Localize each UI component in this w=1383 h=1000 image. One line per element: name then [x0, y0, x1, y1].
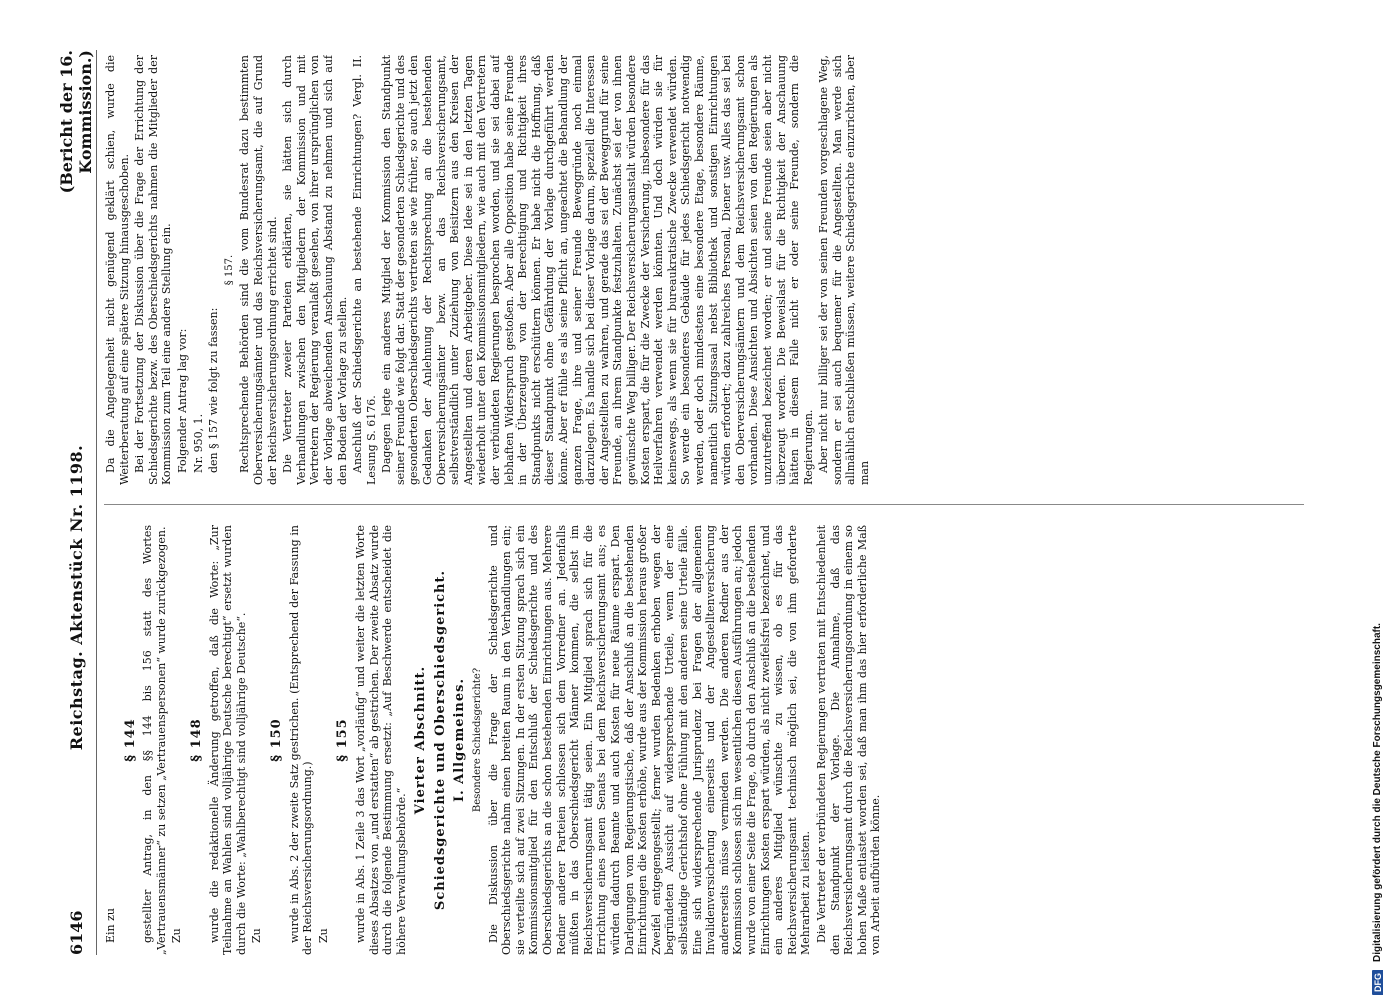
- paragraph: Rechtsprechende Behörden sind die vom Bundesrat dazu bestimmten Oberversicherungsämter und das Reichsversicherungsamt, die auf Grund der Reichsversicherungsordnung errichtet sind.: [238, 55, 279, 485]
- section-heading: Vierter Abschnitt.: [413, 665, 429, 815]
- paragraph: gestellter Antrag, in den §§ 144 bis 156 statt des Wortes „Vertrauensmänner“ zu setzen „Vertrauenspersonen“ wurde zurückgezogen.: [141, 525, 168, 955]
- paragraph: Die Vertreter der verbündeten Regierungen vertraten mit Entschiedenheit den Standpunkt der Vorlage. Die Annahme, daß das Reichsversicherungsamt durch die Reichsversicherungsordnung in einem so hohen Maße entlastet worden sei, daß man ihm das hier erforderliche Maß von Arbeit aufbürden könne.: [814, 525, 883, 955]
- right-column: [104, 55, 1304, 485]
- paragraph: Zu: [170, 928, 184, 943]
- page-header: [56, 50, 97, 955]
- paragraph: Die Vertreter zweier Parteien erklärten, sie hätten sich durch Verhandlungen zwischen den Mitgliedern der Kommission und mit Vertretern der Regierung veranlaßt gesehen, von ihrer ursprünglichen von der Vorlage abweichenden Anschauung Abstand zu nehmen und sich auf den Boden der Vorlage zu stellen.: [281, 55, 349, 485]
- section-heading: § 144: [122, 718, 138, 762]
- section-heading: § 150: [268, 718, 284, 762]
- paragraph: Dagegen legte ein anderes Mitglied der Kommission den Standpunkt seiner Freunde wie folgt dar. Statt der gesonderten Schiedsgerichte und des gesonderten Oberschiedsgerichts vertreten sie wie früher, so auch jetzt den Gedanken der Anlehnung der Rechtsprechung an die bestehenden Oberversicherungsämter bezw. an das Reichsversicherungsamt, selbstverständlich unter Zuziehung von Beisitzern aus den Kreisen der Angestellten und deren Arbeitgeber. Diese Idee sei in den letzten Tagen wiederholt unter den Kommissionsmitgliedern, wie auch mit den Vertretern der verbündeten Regierungen besprochen worden, und sie sei dabei auf lebhaften Widerspruch gestoßen. Aber alle Opposition habe seine Freunde in der Überzeugung von der Berechtigung und Richtigkeit ihres Standpunkts nicht erschüttern können. Er habe nicht die Hoffnung, daß dieser Standpunkt ohne Gefährdung der Vorlage durchgeführt werden könne. Aber er fühle es als seine Pflicht an, ungeachtet die Behandlung der ganzen Frage, ihre und seiner Freunde Beweggründe noch einmal darzulegen. Es handle sich bei dieser Vorlage darum, speziell die Interessen der Angestellten zu wahren, und gerade das sei der Beweggrund für seine Freunde, an ihrem Standpunkte festzuhalten. Zunächst sei der von ihnen gewünschte Weg billiger. Der Reichsversicherungsanstalt würden besondere Kosten erspart, die für die Zwecke der Versicherung, insbesondere für das Heilverfahren verwendet werden könnten. Und doch würden sie für keineswegs, als wenn sie für bureaukratische Zwecke verwendet würden. So werde ein besonderes Gebäude für jedes Schiedsgericht notwendig werden, oder doch mindestens eine besondere Etage, besondere Räume, namentlich Sitzungssaal nebst Bibliothek und sonstigen Einrichtungen würden erfordert; dazu zahlreiches Personal, Diener usw. Alles das sei bei den Oberversicherungsämtern und dem Reichsversicherungsamt schon vorhanden. Diese Ansichten und Absichten seien von den Regierungen als unzutreffend bezeichnet worden; er und seine Freunde seien aber nicht überzeugt worden. Die Beweislast für die Richtigkeit der Anschauung hätten in diesem Falle nicht er oder seine Freunde, sondern die Regierungen.: [380, 55, 815, 485]
- document-page: [56, 50, 1316, 955]
- paragraph: Zu: [250, 928, 264, 943]
- paragraph: Zu: [316, 928, 330, 943]
- page-title: Reichstag. Aktenstück Nr. 1198.: [66, 444, 86, 751]
- section-heading: § 148: [188, 718, 204, 762]
- paragraph: wurde die redaktionelle Änderung getroffen, daß die Worte: „Zur Teilnahme an Wahlen sind volljährige Deutsche berechtigt“ ersetzt wurden durch die Worte: „Wahlberechtigt sind volljährige Deutsche“.: [207, 525, 248, 955]
- dfg-logo: DFG: [1372, 970, 1383, 995]
- paragraph: Da die Angelegenheit nicht genügend geklärt schien, wurde die Weiterberatung auf eine spätere Sitzung hinausgeschoben.: [104, 55, 131, 485]
- paragraph: Aber nicht nur billiger sei der von seinen Freunden vorgeschlagene Weg, sondern er sei auch bequemer für die Angestellten. Man werde sich allmählich entschließen müssen, weitere Schiedsgerichte einzurichten, aber man: [817, 55, 872, 485]
- paragraph: Die Diskussion über die Frage der Schiedsgerichte und Oberschiedsgerichte nahm einen breiten Raum in den Verhandlungen ein; sie verteilte sich auf zwei Sitzungen. In der ersten Sitzung sprach sich ein Kommissionsmitglied für den Entschluß der Schiedsgerichte und des Oberschiedsgerichts an die schon bestehenden Einrichtungen aus. Mehrere Redner anderer Parteien schlossen sich dem Vorredner an. Jedenfalls müßten in das Oberschiedsgericht Männer kommen, die selbst im Reichsversicherungsamt tätig seien. Ein Mitglied sprach sich für die Errichtung eines neuen Senats bei dem Reichsversicherungsamt aus; es würden dadurch Beamte und auch Kosten für neue Räume erspart. Den Darlegungen vom Regierungstische, daß der Anschluß an die bestehenden Einrichtungen die Kosten erhöhe, wurde aus der Kommission heraus großer Zweifel entgegengestellt; ferner wurden Bedenken erhoben wegen der begründeten Aussicht auf widersprechende Urteile, wenn der eine selbständige Gerichtshof ohne Fühlung mit den anderen seine Urteile fälle. Eine sich widersprechende Jurisprudenz bei Fragen der allgemeinen Invalidenversicherung einerseits und der Angestelltenversicherung andererseits müsse vermieden werden. Die anderen Redner aus der Kommission schlossen sich im wesentlichen diesen Ausführungen an; jedoch wurde von einer Seite die Frage, ob durch den Anschluß an die bestehenden Einrichtungen Kosten erspart würden, als nicht zweifelsfrei bezeichnet, und ein anderes Mitglied wünschte zu wissen, ob es für das Reichsversicherungsamt technisch möglich sei, die von ihm geforderte Mehrarbeit zu leisten.: [486, 525, 813, 955]
- paragraph: Nr. 950, 1.: [191, 413, 205, 473]
- credit-text: Digitalisierung gefördert durch die Deutsche Forschungsgemeinschaft.: [1372, 623, 1383, 962]
- left-column: [104, 525, 1304, 955]
- paragraph: Folgender Antrag lag vor:: [175, 328, 189, 473]
- digitization-credit: [1371, 5, 1383, 995]
- column-divider: [104, 504, 1304, 505]
- page-number: 6146: [66, 910, 86, 955]
- paragraph: wurde in Abs. 1 Zeile 3 das Wort „vorläufig“ und weiter die letzten Worte dieses Absatzes von „und erstatten“ ab gestrichen. Der zweite Absatz wurde durch die folgende Bestimmung ersetzt: „Auf Beschwerde entscheidet die höhere Verwaltungsbehörde.“: [353, 525, 408, 955]
- paragraph: den § 157 wie folgt zu fassen:: [207, 307, 221, 473]
- paragraph: Bei der Fortsetzung der Diskussion über die Frage der Errichtung der Schiedsgerichte bezw. des Oberschiedsgerichts nahmen die Mitglieder der Kommission zum Teil eine andere Stellung ein.: [133, 55, 174, 485]
- section-heading: I. Allgemeines.: [452, 678, 468, 802]
- subheading: § 157.: [223, 254, 235, 286]
- section-heading: § 155: [335, 718, 351, 762]
- subheading: Besondere Schiedsgerichte?: [472, 667, 484, 813]
- paragraph: wurde in Abs. 2 der zweite Satz gestrichen. (Entsprechend der Fassung in der Reichsversicherungsordnung.): [287, 525, 315, 955]
- page-subtitle: (Bericht der 16. Kommission.): [57, 50, 95, 194]
- paragraph: Anschluß der Schiedsgerichte an bestehende Einrichtungen? Vergl. II. Lesung S. 6176.: [351, 55, 378, 485]
- section-heading: Schiedsgerichte und Oberschiedsgericht.: [432, 569, 448, 911]
- paragraph: Ein zu: [104, 907, 117, 943]
